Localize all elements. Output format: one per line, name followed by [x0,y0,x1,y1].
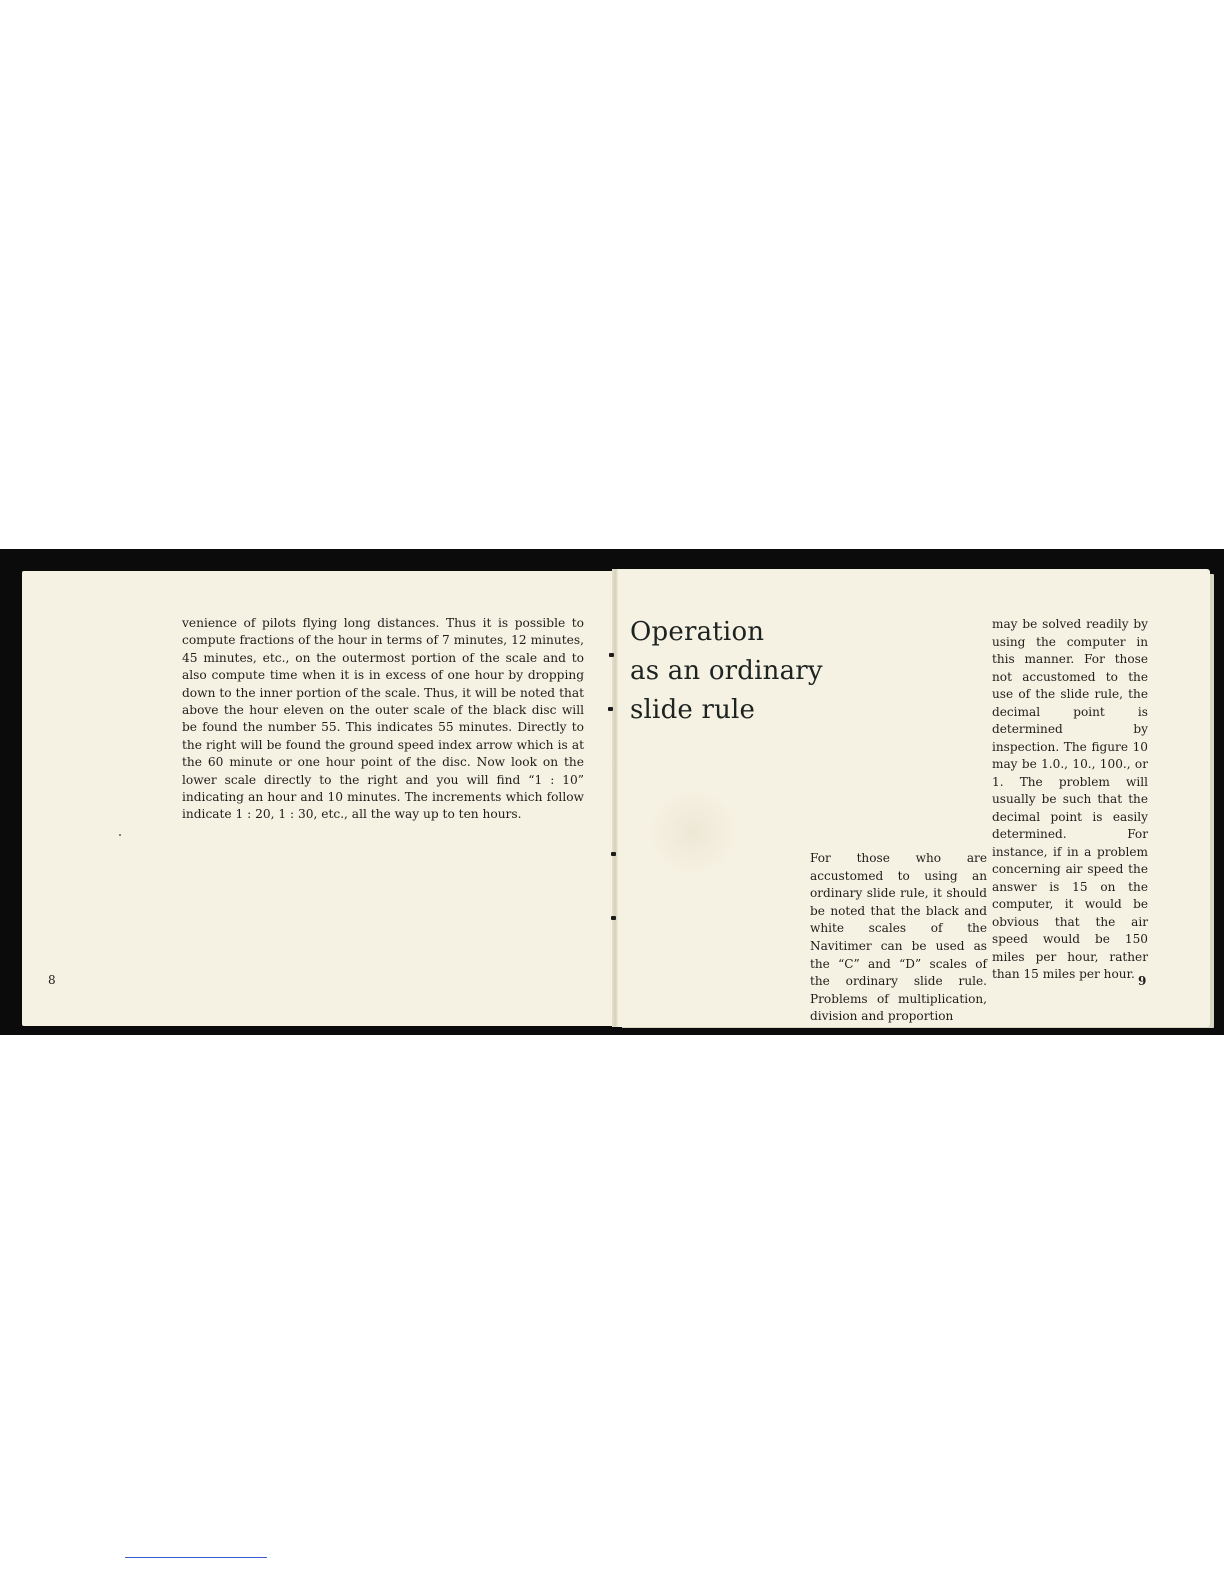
underline-mark [125,1557,267,1558]
title-line: as an ordinary [630,656,823,686]
left-page-number: 8 [48,973,56,987]
faded-emblem [648,787,738,877]
staple-mark [611,852,616,856]
staple-mark [608,707,613,711]
title-line: slide rule [630,695,756,725]
staple-mark [611,916,616,920]
booklet-spine [612,569,618,1027]
staple-mark [609,653,614,657]
section-title [630,613,890,730]
right-page-column-two: may be solved readily by using the computer in this manner. For those not accustomed to the use of the slide rule, the decimal point is determined by inspection. The figure 10 may be 1.0., 10., 100., or 1. The problem will usually be such that the decimal point is easily determined. For instance, if in a problem concerning air speed the answer is 15 on the computer, it would be obvious that the air speed would be 150 miles per hour, rather than 15 miles per hour. [992,617,1148,981]
booklet-scan [0,549,1224,1035]
left-page-paragraph: venience of pilots flying long distances. Thus it is possible to compute fractions of the hour in terms of 7 minutes, 12 minutes, 45 minutes, etc., on the outermost portion of the scale and to also compute time when it is in excess of one hour by dropping down to the inner portion of the scale. Thus, it will be noted that above the hour eleven on the outer scale of the black disc will be found the number 55. This indicates 55 minutes. Directly to the right will be found the ground speed index arrow which is at the 60 minute or one hour point of the disc. Now look on the lower scale directly to the right and you will find “1 : 10” indicating an hour and 10 minutes. The increments which follow indicate 1 : 20, 1 : 30, etc., all the way up to ten hours. [182,616,584,822]
paper-speck [119,834,121,836]
title-line: Operation [630,617,765,647]
right-page-number: 9 [1138,974,1147,988]
right-page-column-one: For those who are accustomed to using an ordinary slide rule, it should be noted that the black and white scales of the Navitimer can be used as the “C” and “D” scales of the ordinary slide rule. Problems of multiplication, division and proportion [810,851,987,1024]
